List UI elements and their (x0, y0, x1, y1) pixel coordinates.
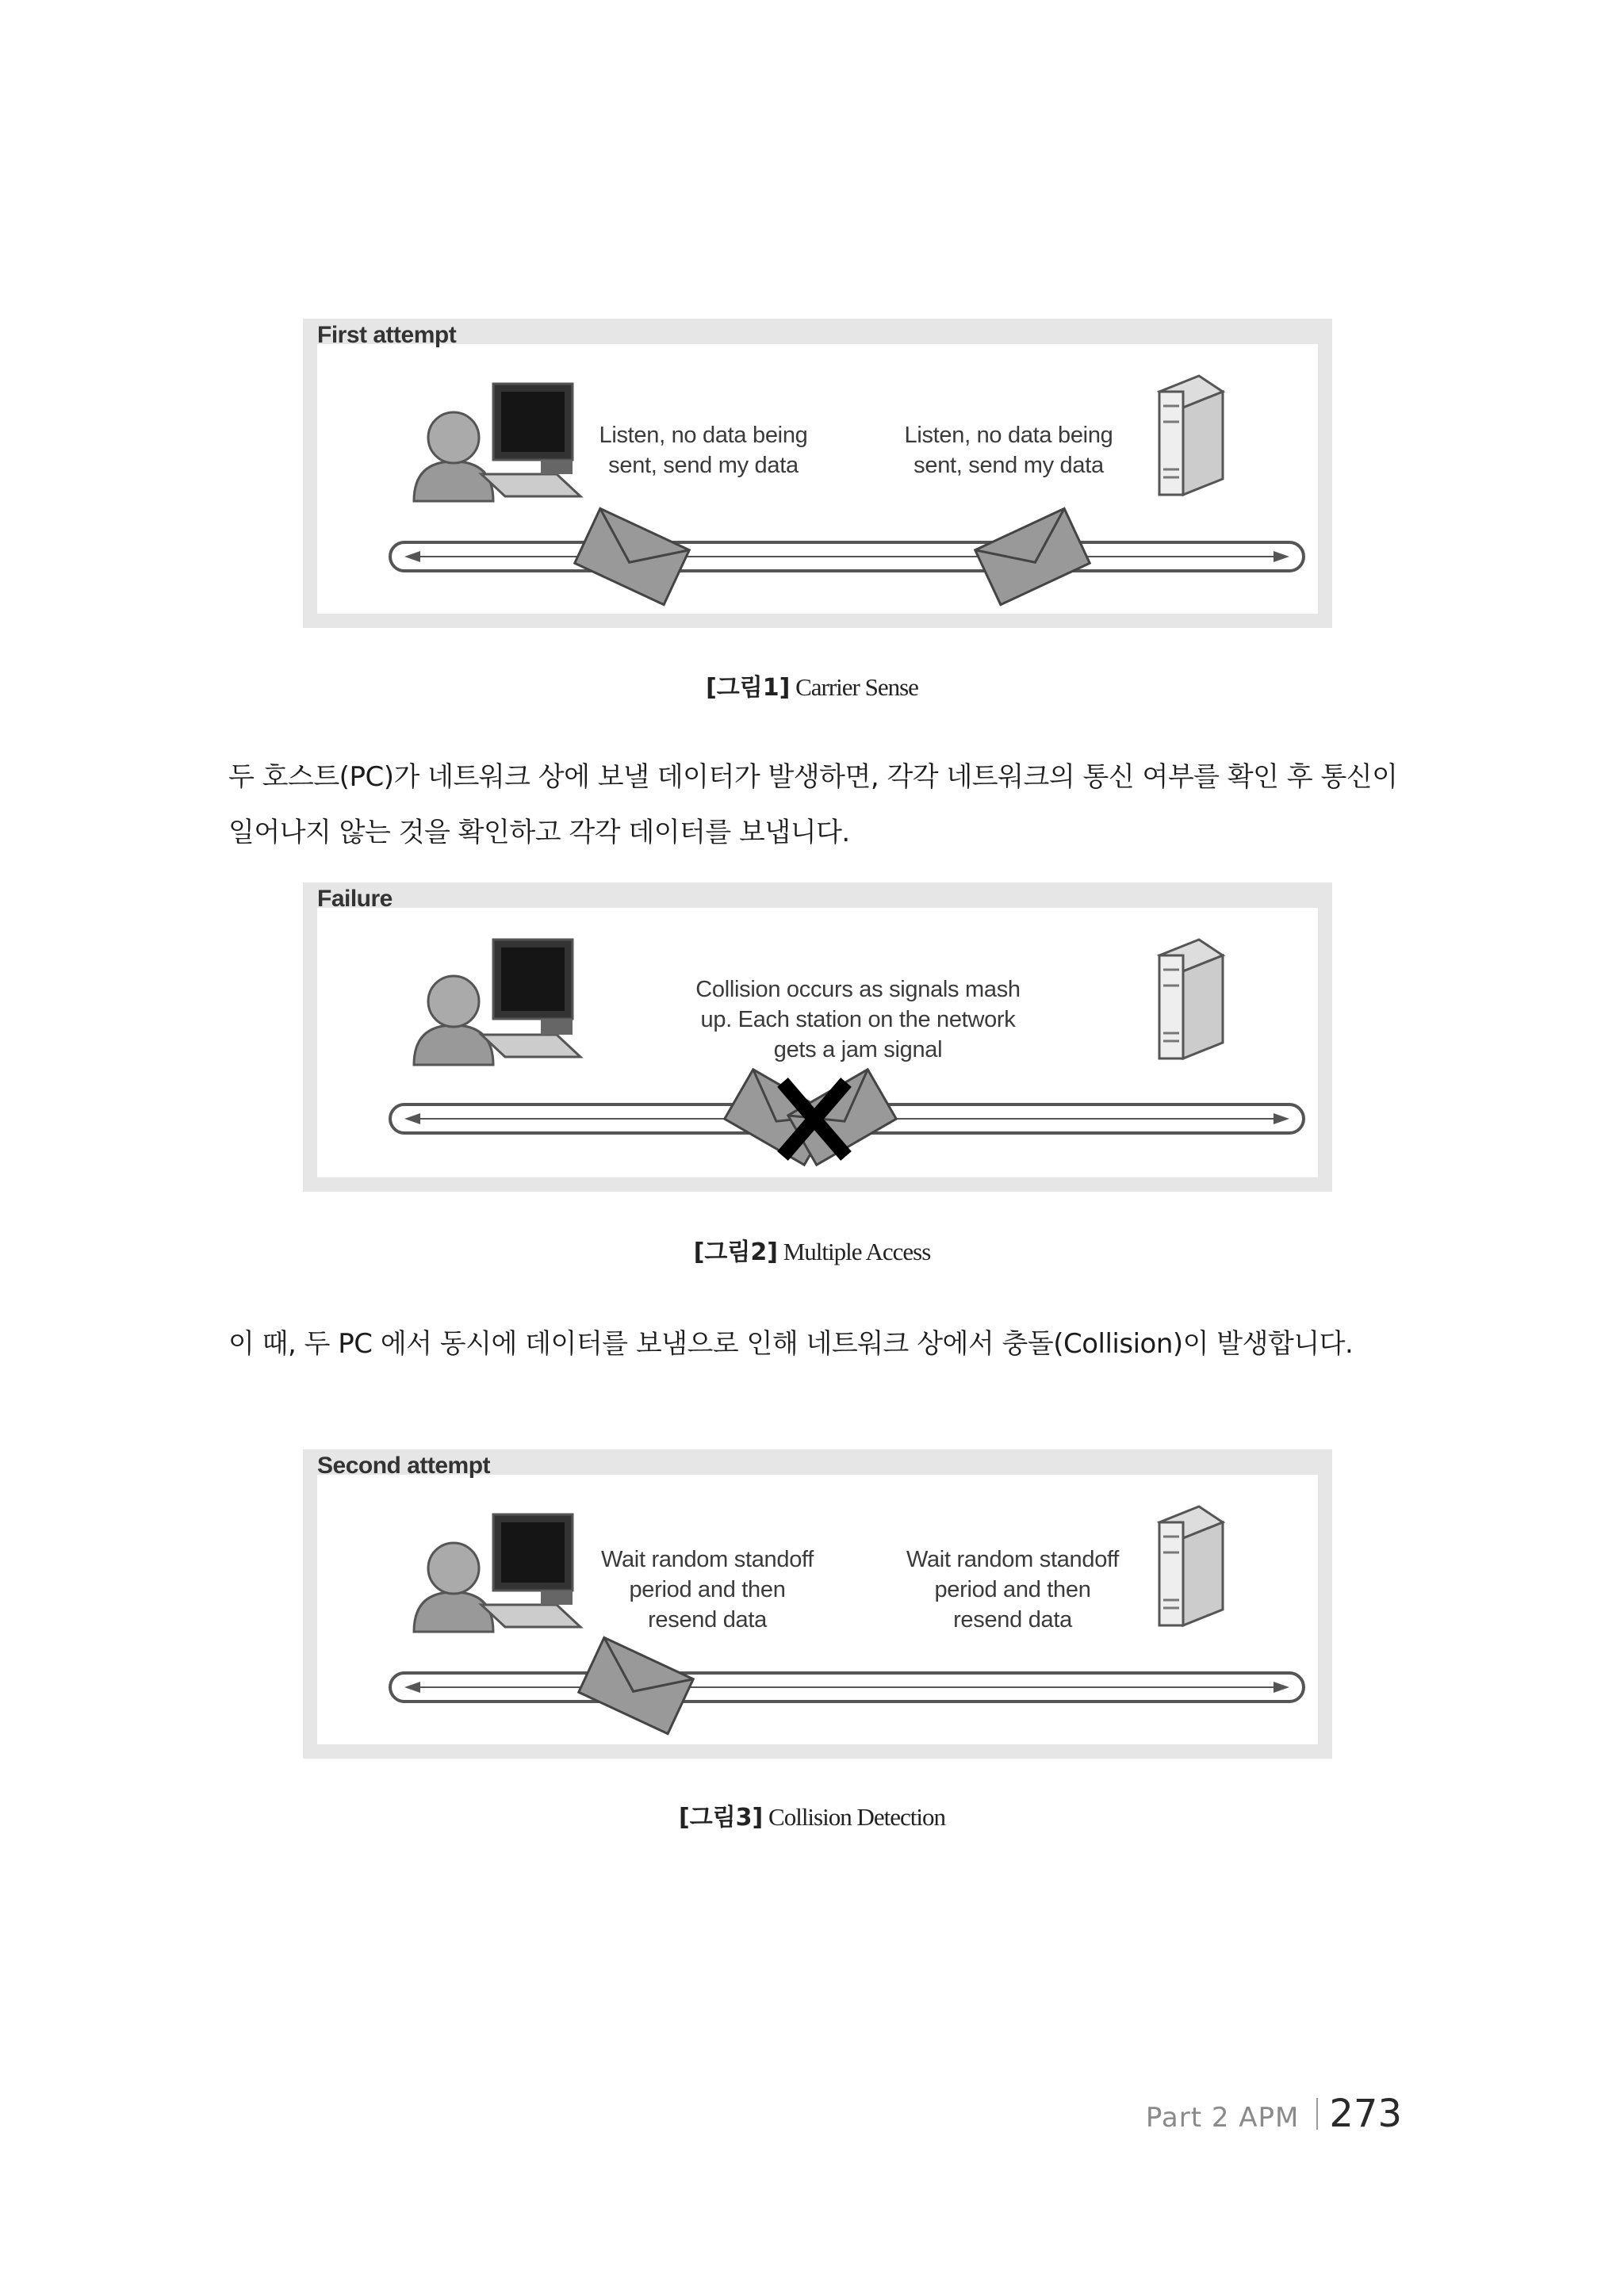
server-icon (1159, 940, 1223, 1058)
envelope-icon (575, 508, 690, 604)
body-paragraph: 이 때, 두 PC 에서 동시에 데이터를 보냄으로 인해 네트워크 상에서 충돌(Collision)이 발생합니다. (228, 1328, 1354, 1360)
envelope-icon (975, 508, 1090, 604)
user-pc-icon (414, 940, 580, 1065)
figure-caption (0, 1232, 1624, 1267)
figure-number: [그림3] (679, 1804, 764, 1832)
figure-title: Multiple Access (783, 1238, 931, 1265)
user-pc-icon (414, 1514, 580, 1632)
bubble-text: Wait random standoff period and then resend data (906, 1547, 1120, 1633)
figure-number: [그림2] (693, 1238, 778, 1266)
figure-caption (0, 1797, 1624, 1832)
figure-label: Second attempt (317, 1453, 491, 1479)
figure-collision-detection (303, 1449, 1332, 1759)
bubble-text: Listen, no data being sent, send my data (599, 423, 808, 478)
figure-label: Failure (317, 886, 393, 912)
bubble-text: Collision occurs as signals mash up. Each station on the network gets a jam signal (695, 977, 1021, 1062)
figure-caption (0, 668, 1624, 702)
bubble-text: Wait random standoff period and then resend data (600, 1547, 814, 1633)
page-number: 273 (1329, 2092, 1402, 2136)
page-footer (1146, 2092, 1402, 2136)
envelope-icon (579, 1637, 694, 1733)
server-icon (1159, 1506, 1223, 1625)
network-cable (390, 1673, 1304, 1702)
figure-number: [그림1] (706, 674, 791, 702)
network-cable (390, 542, 1304, 571)
figure-title: Collision Detection (768, 1803, 945, 1831)
figure-label: First attempt (317, 322, 457, 348)
bubble-text: Listen, no data being sent, send my data (904, 423, 1113, 478)
user-pc-icon (414, 384, 580, 501)
body-paragraph: 두 호스트(PC)가 네트워크 상에 보낼 데이터가 발생하면, 각각 네트워크의 통신 여부를 확인 후 통신이 일어나지 않는 것을 확인하고 각각 데이터를 보냅니다. (228, 761, 1398, 848)
part-label: Part 2 APM (1145, 2102, 1300, 2134)
footer-divider (1316, 2098, 1318, 2130)
server-icon (1159, 376, 1223, 495)
figure-carrier-sense (303, 319, 1332, 628)
figure-title: Carrier Sense (795, 673, 918, 701)
figure-multiple-access (303, 882, 1332, 1192)
